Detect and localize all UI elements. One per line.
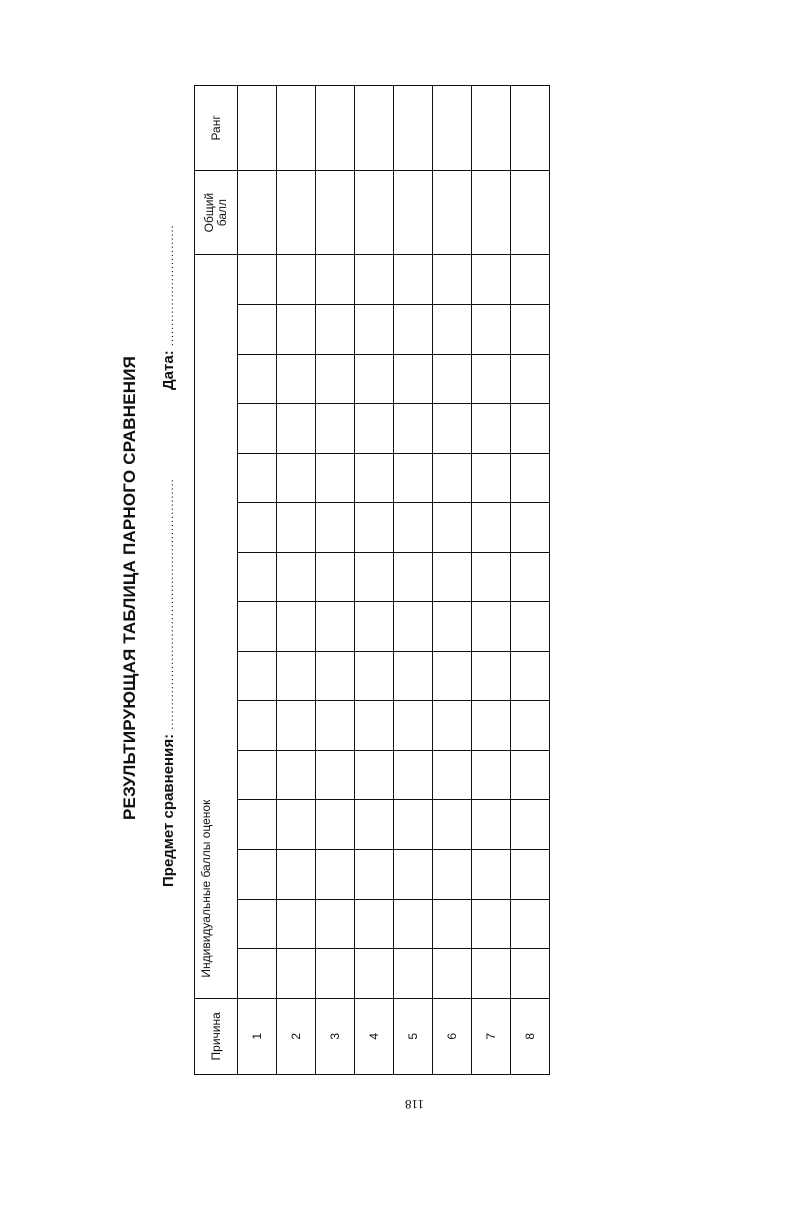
score-cell: [433, 453, 472, 503]
score-cell: [394, 503, 433, 553]
header-rank: Ранг: [195, 86, 238, 171]
score-cell: [238, 453, 277, 503]
score-cell: [394, 899, 433, 949]
header-individual-scores: Индивидуальные баллы оценок: [195, 255, 238, 998]
score-cell: [511, 750, 550, 800]
score-cell: [238, 503, 277, 553]
score-cell: [355, 602, 394, 652]
score-cell: [394, 602, 433, 652]
score-cell: [355, 750, 394, 800]
rank-cell: [511, 86, 550, 171]
score-cell: [472, 800, 511, 850]
score-cell: [472, 750, 511, 800]
score-cell: [394, 354, 433, 404]
score-cell: [277, 949, 316, 999]
score-cell: [355, 850, 394, 900]
rotated-page-content: [120, 85, 680, 1085]
score-cell: [472, 602, 511, 652]
score-cell: [238, 899, 277, 949]
score-cell: [355, 453, 394, 503]
score-cell: [316, 404, 355, 454]
score-cell: [433, 354, 472, 404]
rank-cell: [238, 86, 277, 171]
subject-fill-line: ..............................................................: [164, 478, 176, 730]
score-cell: [355, 404, 394, 454]
score-cell: [277, 305, 316, 355]
score-cell: [277, 701, 316, 751]
score-cell: [238, 602, 277, 652]
date-line: [160, 224, 177, 390]
score-cell: [433, 255, 472, 305]
rank-cell: [394, 86, 433, 171]
score-cell: [472, 899, 511, 949]
score-cell: [238, 701, 277, 751]
score-cell: [394, 750, 433, 800]
pair-comparison-table: [194, 85, 550, 1075]
table-row: [433, 86, 472, 1075]
score-cell: [511, 949, 550, 999]
cause-number: 3: [316, 998, 355, 1074]
score-cell: [316, 750, 355, 800]
score-cell: [277, 899, 316, 949]
score-cell: [472, 651, 511, 701]
score-cell: [355, 305, 394, 355]
score-cell: [511, 404, 550, 454]
table-header-row: [195, 86, 238, 1075]
score-cell: [394, 701, 433, 751]
rank-cell: [277, 86, 316, 171]
total-score-cell: [355, 170, 394, 255]
score-cell: [433, 503, 472, 553]
score-cell: [472, 255, 511, 305]
score-cell: [238, 850, 277, 900]
score-cell: [433, 404, 472, 454]
score-cell: [238, 949, 277, 999]
page-number: 118: [405, 1097, 425, 1112]
score-cell: [355, 899, 394, 949]
score-cell: [394, 404, 433, 454]
score-cell: [355, 503, 394, 553]
score-cell: [511, 354, 550, 404]
total-score-cell: [394, 170, 433, 255]
score-cell: [472, 552, 511, 602]
total-score-cell: [472, 170, 511, 255]
table-row: [316, 86, 355, 1075]
cause-number: 4: [355, 998, 394, 1074]
rank-cell: [355, 86, 394, 171]
score-cell: [472, 404, 511, 454]
subject-label: Предмет сравнения:: [160, 733, 177, 887]
score-cell: [316, 899, 355, 949]
table-row: [277, 86, 316, 1075]
rank-cell: [472, 86, 511, 171]
score-cell: [316, 552, 355, 602]
score-cell: [277, 552, 316, 602]
score-cell: [472, 354, 511, 404]
score-cell: [511, 305, 550, 355]
header-total-score: [195, 170, 238, 255]
score-cell: [238, 800, 277, 850]
score-cell: [433, 651, 472, 701]
score-cell: [238, 354, 277, 404]
table-row: [355, 86, 394, 1075]
score-cell: [277, 750, 316, 800]
score-cell: [511, 255, 550, 305]
score-cell: [394, 800, 433, 850]
score-cell: [394, 305, 433, 355]
score-cell: [238, 552, 277, 602]
score-cell: [433, 850, 472, 900]
score-cell: [316, 255, 355, 305]
score-cell: [433, 602, 472, 652]
score-cell: [316, 651, 355, 701]
score-cell: [277, 404, 316, 454]
score-cell: [394, 651, 433, 701]
table-body: [238, 86, 550, 1075]
score-cell: [355, 701, 394, 751]
score-cell: [316, 503, 355, 553]
score-cell: [511, 651, 550, 701]
header-total-line2: балл: [215, 198, 229, 227]
score-cell: [355, 354, 394, 404]
subject-line: [160, 478, 177, 887]
score-cell: [355, 800, 394, 850]
score-cell: [238, 305, 277, 355]
score-cell: [277, 354, 316, 404]
page-title: РЕЗУЛЬТИРУЮЩАЯ ТАБЛИЦА ПАРНОГО СРАВНЕНИЯ: [120, 355, 139, 820]
score-cell: [511, 800, 550, 850]
score-cell: [316, 305, 355, 355]
cause-number: 8: [511, 998, 550, 1074]
score-cell: [394, 949, 433, 999]
score-cell: [316, 453, 355, 503]
header-total-line1: Общий: [202, 192, 216, 233]
score-cell: [433, 701, 472, 751]
score-cell: [238, 255, 277, 305]
table-row: [238, 86, 277, 1075]
score-cell: [511, 899, 550, 949]
score-cell: [472, 503, 511, 553]
score-cell: [394, 255, 433, 305]
score-cell: [316, 949, 355, 999]
score-cell: [433, 305, 472, 355]
score-cell: [472, 850, 511, 900]
score-cell: [472, 305, 511, 355]
score-cell: [277, 602, 316, 652]
score-cell: [355, 651, 394, 701]
score-cell: [277, 255, 316, 305]
table-row: [472, 86, 511, 1075]
cause-number: 7: [472, 998, 511, 1074]
cause-number: 6: [433, 998, 472, 1074]
score-cell: [511, 503, 550, 553]
total-score-cell: [511, 170, 550, 255]
table-row: [394, 86, 433, 1075]
score-cell: [238, 651, 277, 701]
score-cell: [394, 552, 433, 602]
score-cell: [316, 850, 355, 900]
date-label: Дата:: [160, 350, 177, 390]
score-cell: [277, 503, 316, 553]
score-cell: [433, 899, 472, 949]
score-cell: [238, 750, 277, 800]
score-cell: [355, 552, 394, 602]
rank-cell: [433, 86, 472, 171]
cause-number: 2: [277, 998, 316, 1074]
total-score-cell: [238, 170, 277, 255]
score-cell: [511, 602, 550, 652]
score-cell: [277, 453, 316, 503]
score-cell: [277, 850, 316, 900]
score-cell: [394, 453, 433, 503]
score-cell: [472, 453, 511, 503]
score-cell: [277, 800, 316, 850]
score-cell: [511, 552, 550, 602]
score-cell: [277, 651, 316, 701]
score-cell: [316, 800, 355, 850]
score-cell: [472, 949, 511, 999]
total-score-cell: [277, 170, 316, 255]
total-score-cell: [316, 170, 355, 255]
score-cell: [316, 354, 355, 404]
score-cell: [472, 701, 511, 751]
score-cell: [316, 701, 355, 751]
score-cell: [511, 850, 550, 900]
date-fill-line: ..............................: [164, 224, 176, 347]
cause-number: 5: [394, 998, 433, 1074]
score-cell: [511, 453, 550, 503]
score-cell: [433, 552, 472, 602]
score-cell: [316, 602, 355, 652]
total-score-cell: [433, 170, 472, 255]
header-cause: Причина: [195, 998, 238, 1074]
score-cell: [355, 255, 394, 305]
score-cell: [355, 949, 394, 999]
score-cell: [238, 404, 277, 454]
score-cell: [433, 800, 472, 850]
score-cell: [433, 949, 472, 999]
score-cell: [394, 850, 433, 900]
rank-cell: [316, 86, 355, 171]
cause-number: 1: [238, 998, 277, 1074]
score-cell: [433, 750, 472, 800]
table-row: [511, 86, 550, 1075]
score-cell: [511, 701, 550, 751]
